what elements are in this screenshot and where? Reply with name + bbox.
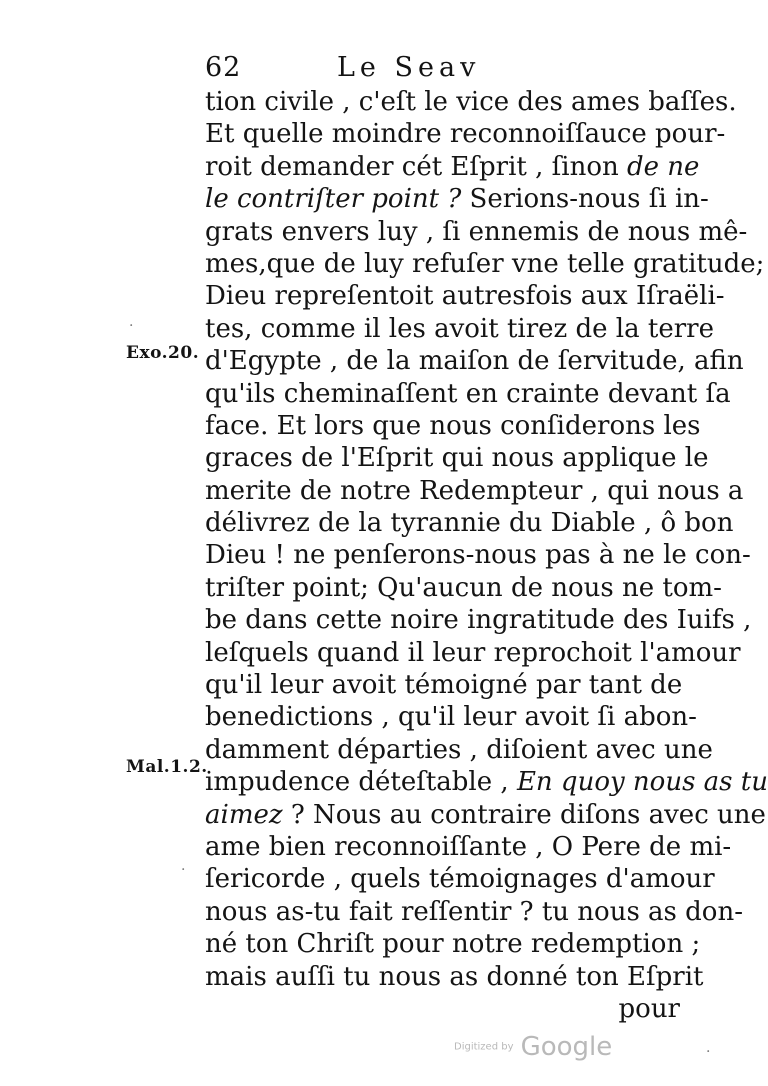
- text-line: be dans cette noire ingratitude des Iuifs ,: [205, 605, 752, 636]
- text-line: grats envers luy , ſi ennemis de nous mê-: [205, 216, 748, 247]
- text-line: Dieu ! ne penſerons-nous pas à ne le con-: [205, 540, 751, 571]
- watermark-prefix: Digitized by: [454, 1041, 514, 1053]
- text-line: [205, 151, 700, 183]
- text-line: tion civile , c'eſt le vice des ames baſſes.: [205, 87, 737, 117]
- text-line: [205, 183, 709, 215]
- margin-dot: ·: [181, 862, 186, 878]
- italic-run: de ne: [627, 151, 700, 182]
- italic-run: aimez: [205, 799, 283, 830]
- text-run: impudence déteſtable ,: [205, 767, 517, 798]
- text-line: [205, 799, 766, 831]
- italic-run: En quoy nous as tu: [516, 767, 768, 798]
- running-title: Le Seav: [337, 52, 481, 83]
- text-line: triſter point; Qu'aucun de nous ne tom-: [205, 572, 722, 603]
- margin-note-malachi: Mal.1.2.: [126, 757, 208, 777]
- margin-dot: ·: [706, 1044, 711, 1060]
- text-line: [205, 766, 768, 798]
- text-line: Et quelle moindre reconnoiſſauce pour-: [205, 119, 726, 150]
- text-line: tes, comme il les avoit tirez de la terre: [205, 313, 714, 344]
- watermark-brand: Google: [520, 1032, 613, 1062]
- catchword: pour: [618, 993, 680, 1024]
- page-number: 62: [205, 52, 242, 83]
- text-line: benedictions , qu'il leur avoit ſi abon-: [205, 702, 697, 733]
- text-run: roit demander cét Eſprit , ſinon: [205, 151, 628, 182]
- body-text: [205, 86, 768, 1025]
- text-line: mais auſſi tu nous as donné ton Eſprit: [205, 961, 704, 992]
- text-line: graces de l'Eſprit qui nous applique le: [205, 443, 709, 474]
- text-line: délivrez de la tyrannie du Diable , ô bon: [205, 508, 734, 539]
- text-line: ſericorde , quels témoignages d'amour: [205, 864, 715, 895]
- digitized-watermark: [454, 1032, 612, 1062]
- text-line: nous as-tu fait reſſentir ? tu nous as don-: [205, 896, 743, 927]
- margin-note-exodus: Exo.20.: [126, 343, 200, 363]
- text-line: d'Egypte , de la maiſon de ſervitude, afin: [205, 346, 744, 377]
- text-line: ame bien reconnoiſſante , O Pere de mi-: [205, 831, 732, 862]
- text-line: leſquels quand il leur reprochoit l'amour: [205, 637, 741, 668]
- margin-dot: ·: [129, 318, 134, 334]
- text-line: mes,que de luy refuſer vne telle gratitude;: [205, 248, 765, 279]
- text-run: Serions-nous ſi in-: [461, 184, 709, 215]
- text-line: qu'ils cheminaſſent en crainte devant ſa: [205, 378, 731, 409]
- text-run: ? Nous au contraire diſons avec une: [282, 799, 766, 830]
- text-line: damment départies , diſoient avec une: [205, 734, 713, 765]
- text-line: face. Et lors que nous conſiderons les: [205, 410, 701, 441]
- text-line: Dieu repreſentoit autresfois aux Iſraëli-: [205, 281, 725, 312]
- text-line: né ton Chriſt pour notre redemption ;: [205, 929, 701, 960]
- text-line: merite de notre Redempteur , qui nous a: [205, 475, 744, 506]
- text-line: qu'il leur avoit témoigné par tant de: [205, 670, 683, 701]
- italic-run: le contriſter point ?: [205, 184, 462, 215]
